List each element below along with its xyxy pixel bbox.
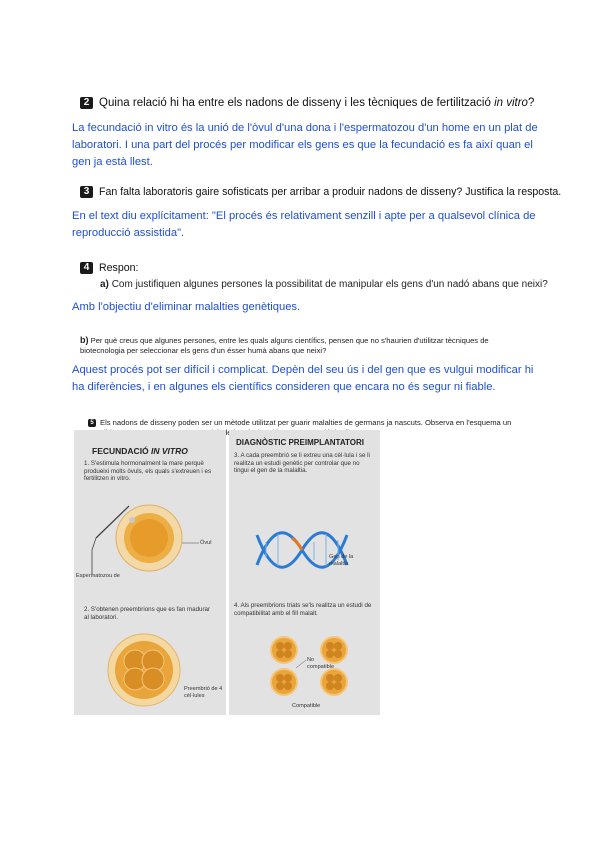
question-4: [80, 261, 138, 275]
answer-4b: Aquest procés pot ser difícil i complicat. Depèn del seu ús i del gen que es vulgui modificar hi ha diferències, i en algunes els científics consideren que encara no és segur ni fiable.: [72, 364, 534, 393]
ivf-title-italic: IN VITRO: [151, 446, 188, 456]
question-4a: [100, 279, 548, 290]
question-2-text: Quina relació hi ha entre els nadons de disseny i les tècniques de fertilització: [99, 97, 495, 109]
gene-label: Gen de la malaltia: [329, 554, 354, 567]
question-4a-text: Com justifiquen algunes persones la possibilitat de manipular els gens d'un nadó abans que neixi?: [111, 279, 548, 290]
question-3-text: Fan falta laboratoris gaire sofisticats per arribar a produir nadons de disseny? Justifica la resposta.: [99, 186, 562, 198]
diagnosis-title: DIAGNÒSTIC PREIMPLANTATORI: [236, 438, 364, 447]
question-5-text: Els nadons de disseny poden ser un mètode utilitzat per guarir malalties de germans ja nascuts. Observa en l'esquema un de: [100, 418, 512, 437]
question-number-3: 3: [80, 186, 93, 198]
preembryo-label: Preembrió de 4 cèl·lules: [184, 686, 223, 699]
question-number-5: 5: [88, 419, 96, 427]
compatible-label: Compatible: [292, 703, 321, 709]
question-4b: [80, 335, 532, 356]
ivf-title: [92, 446, 188, 456]
question-3: [80, 185, 561, 199]
question-4a-letter: a): [100, 279, 109, 290]
answer-3: En el text diu explícitament: "El procés és relativament senzill i apte per a qualsevol clínica de reproducció assistida".: [72, 210, 536, 239]
question-number-4: 4: [80, 262, 93, 274]
step-4-text: 4. Als preembrions triats se'ls realitza un estudi de compatibilitat amb el fill malalt.: [234, 602, 372, 617]
question-2-mark: ?: [527, 97, 535, 109]
question-2-italic: in vitro: [494, 97, 528, 109]
no-compatible-label: No compatible: [307, 657, 335, 670]
preembryo-illustration: [104, 630, 184, 710]
step-2-text: 2. S'obtenen preembrions que es fan madurar al laboratori.: [84, 606, 211, 621]
question-4-text: Respon:: [99, 262, 139, 274]
ovum-label: Òvul: [200, 540, 212, 546]
question-2: [80, 96, 534, 110]
ivf-title-text: FECUNDACIÓ: [92, 446, 152, 456]
step-3-text: 3. A cada preembrió se li extreu una cèl·lula i se li realitza un estudi genètic per controlar que no tingui el gen de la malaltia.: [234, 452, 370, 474]
question-number-2: 2: [80, 97, 93, 109]
question-4b-text: Per què creus que algunes persones, entre les quals alguns científics, pensen que no s'haurien d'utilitzar tècniques de biotecnologia per seleccionar els gens d'un ésser humà abans que neixi?: [80, 336, 489, 355]
question-4b-letter: b): [80, 335, 89, 345]
answer-4a: Amb l'objectiu d'eliminar malalties genètiques.: [72, 301, 301, 313]
answer-2: La fecundació in vitro és la unió de l'òvul d'una dona i l'espermatozou d'un home en un plat de laboratori. I una part del procés per modificar els gens es que la fecundació es fa així quan el gen ja està llest.: [72, 122, 538, 168]
dna-helix-illustration: [252, 520, 352, 580]
step-1-text: 1. S'estimula hormonalment la mare perquè produeixi molts òvuls, els quals s'extreuen i es fertilitzen in vitro.: [84, 460, 212, 482]
sperm-label: Espermatozou de: [76, 573, 120, 579]
ivf-diagram: [74, 430, 380, 715]
